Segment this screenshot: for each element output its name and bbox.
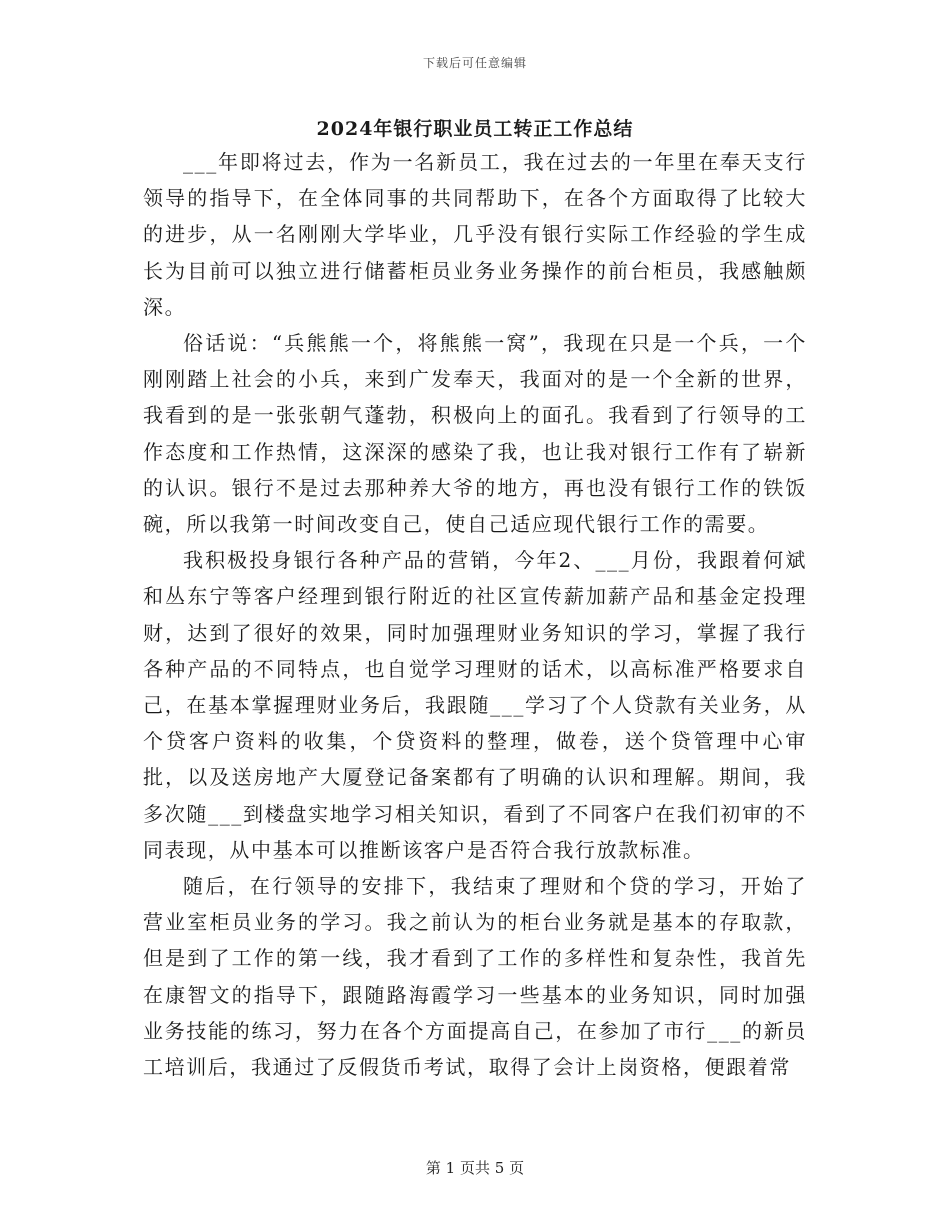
paragraph-3: 我积极投身银行各种产品的营销，今年2、___月份，我跟着何斌和丛东宁等客户经理到银行附近的社区宣传薪加薪产品和基金定投理财，达到了很好的效果，同时加强理财业务知识的学习，掌握了我行各种产品的不同特点，也自觉学习理财的话术，以高标准严格要求自己，在基本掌握理财业务后，我跟随___学习了个人贷款有关业务，从个贷客户资料的收集，个贷资料的整理，做卷，送个贷管理中心审批，以及送房地产大厦登记备案都有了明确的认识和理解。期间，我多次随___到楼盘实地学习相关知识，看到了不同客户在我们初审的不同表现，从中基本可以推断该客户是否符合我行放款标准。 (143, 548, 807, 862)
paragraph-2: 俗话说：“兵熊熊一个，将熊熊一窝”，我现在只是一个兵，一个刚刚踏上社会的小兵，来到广发奉天，我面对的是一个全新的世界，我看到的是一张张朝气蓬勃，积极向上的面孔。我看到了行领导的工作态度和工作热情，这深深的感染了我，也让我对银行工作有了崭新的认识。银行不是过去那种养大爷的地方，再也没有银行工作的铁饭碗，所以我第一时间改变自己，使自己适应现代银行工作的需要。 (143, 331, 807, 537)
document-body (143, 144, 807, 1085)
document-title: 2024年银行职业员工转正工作总结 (316, 118, 634, 140)
header-note: 下载后可任意编辑 (422, 56, 527, 70)
paragraph-4: 随后，在行领导的安排下，我结束了理财和个贷的学习，开始了营业室柜员业务的学习。我之前认为的柜台业务就是基本的存取款，但是到了工作的第一线，我才看到了工作的多样性和复杂性，我首先在康智文的指导下，跟随路海霞学习一些基本的业务知识，同时加强业务技能的练习，努力在各个方面提高自己，在参加了市行___的新员工培训后，我通过了反假货币考试，取得了会计上岗资格，便跟着常 (143, 874, 807, 1080)
paragraph-1: ___年即将过去，作为一名新员工，我在过去的一年里在奉天支行领导的指导下，在全体同事的共同帮助下，在各个方面取得了比较大的进步，从一名刚刚大学毕业，几乎没有银行实际工作经验的学生成长为目前可以独立进行储蓄柜员业务业务操作的前台柜员，我感触颇深。 (143, 150, 807, 319)
page-number: 第 1 页共 5 页 (425, 1159, 525, 1177)
